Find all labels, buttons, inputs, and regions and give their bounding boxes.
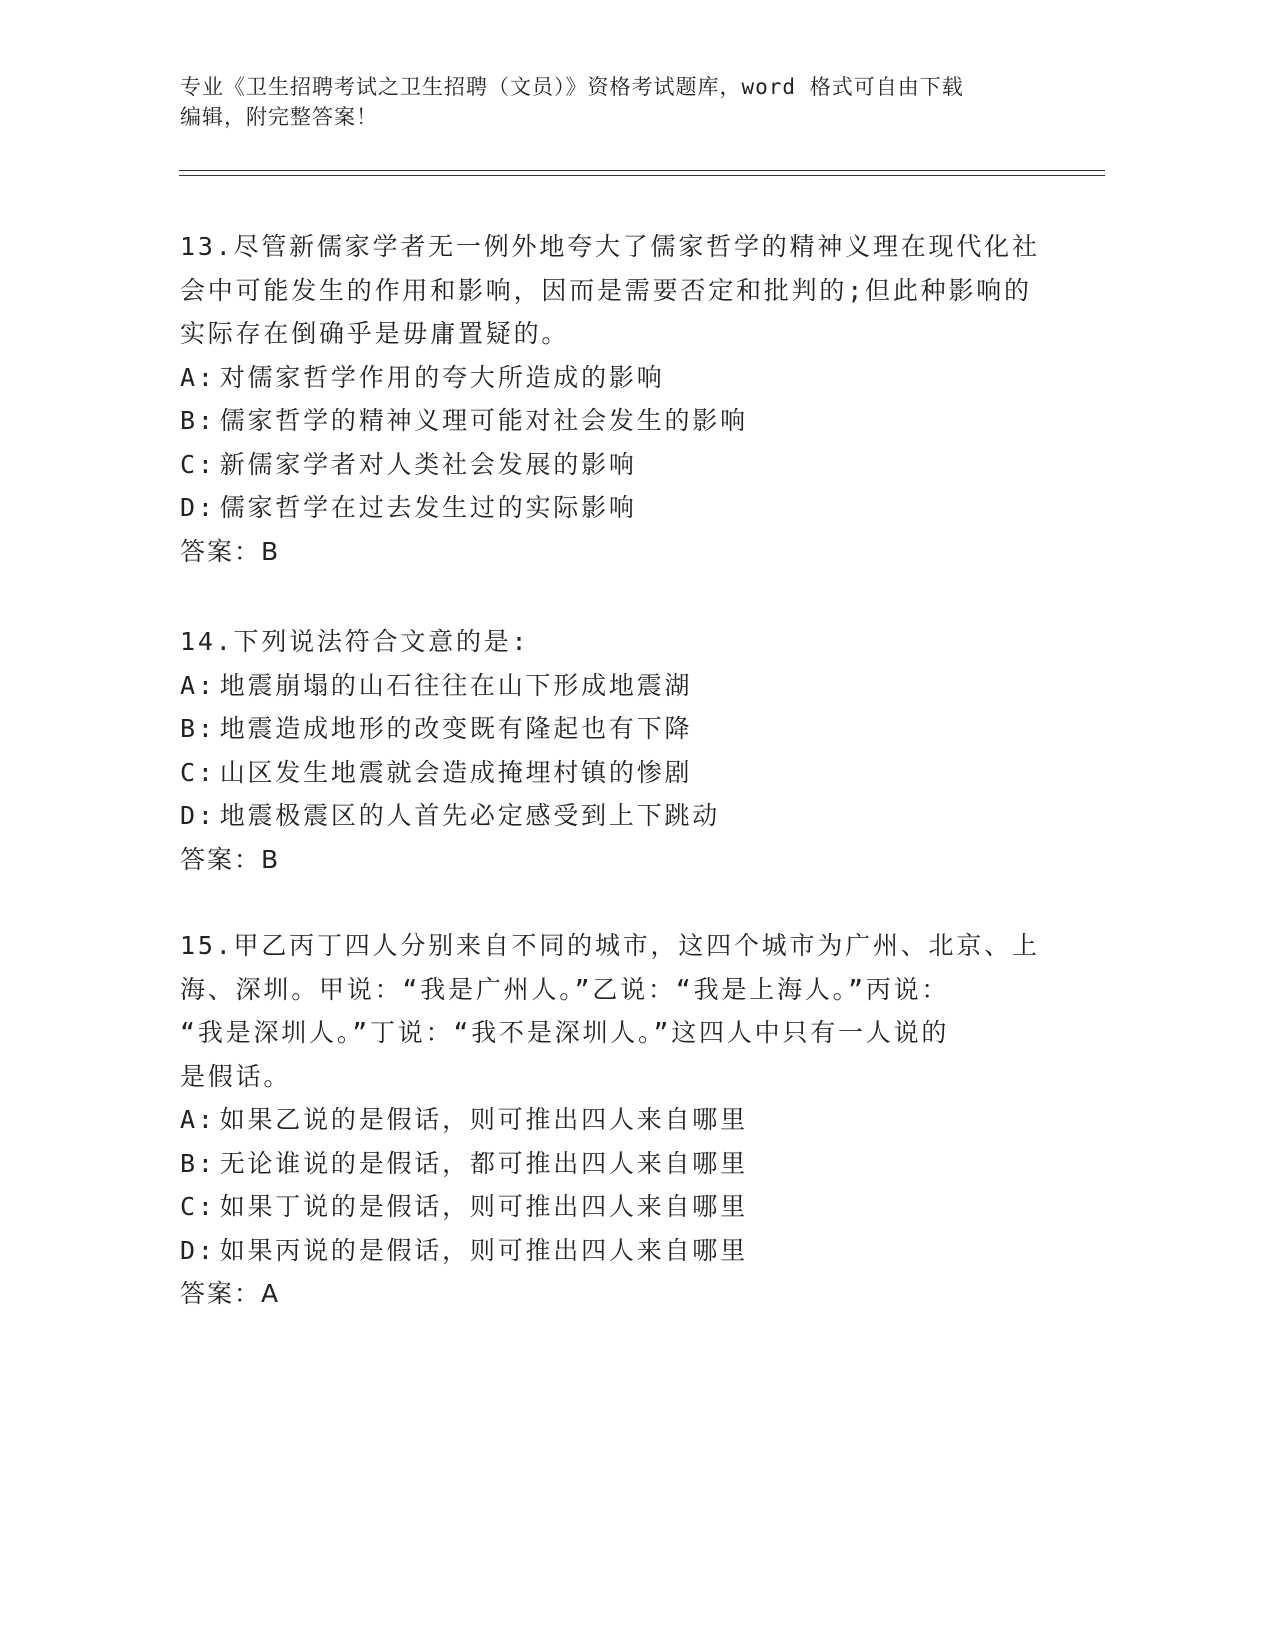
option-key: A: [180,1105,216,1134]
document-header [180,72,1080,132]
option-text: 新儒家学者对人类社会发展的影响 [219,449,637,479]
option-key: C: [180,757,216,787]
option-a [180,664,1080,708]
option-d [180,1229,1080,1273]
option-key: B: [180,406,216,435]
option-b [180,399,1080,443]
header-line-2: 编辑，附完整答案！ [180,105,378,129]
option-list [180,1098,1080,1272]
stem-line: 13.尽管新儒家学者无一例外地夸大了儒家哲学的精神义理在现代化社 [180,232,1040,261]
option-d [180,794,1080,838]
option-text: 儒家哲学在过去发生过的实际影响 [219,493,637,522]
option-text: 山区发生地震就会造成掩埋村镇的惨剧 [219,757,693,787]
option-text: 如果丙说的是假话，则可推出四人来自哪里 [219,1235,748,1265]
option-text: 儒家哲学的精神义理可能对社会发生的影响 [219,406,748,435]
answer-line: 答案：B [180,844,281,874]
option-key: B: [180,714,216,743]
stem-line: 是假话。 [180,1061,292,1091]
answer-line: 答案：B [180,536,281,566]
option-text: 对儒家哲学作用的夸大所造成的影响 [219,362,665,392]
option-key: C: [180,1192,216,1221]
option-key: C: [180,449,216,479]
option-text: 地震崩塌的山石往往在山下形成地震湖 [219,670,693,700]
question-stem [180,620,1080,664]
option-text: 如果丁说的是假话，则可推出四人来自哪里 [219,1192,748,1221]
question-stem [180,924,1080,1098]
option-text: 如果乙说的是假话，则可推出四人来自哪里 [219,1105,748,1134]
option-c [180,751,1080,795]
header-divider-top [179,170,1105,171]
header-line-1: 专业《卫生招聘考试之卫生招聘（文员）》资格考试题库，word 格式可自由下载 [180,75,964,99]
stem-line: 15.甲乙丙丁四人分别来自不同的城市，这四个城市为广州、北京、上 [180,931,1040,960]
question-15 [180,924,1080,1316]
stem-line: 海、深圳。甲说：“我是广州人。”乙说：“我是上海人。”丙说： [180,974,950,1004]
option-list [180,664,1080,838]
answer-line: 答案：A [180,1279,281,1308]
header-divider-bottom [179,175,1105,176]
option-key: A: [180,670,216,700]
stem-line: 会中可能发生的作用和影响，因而是需要否定和批判的;但此种影响的 [180,275,1032,305]
option-key: D: [180,801,216,830]
stem-line: 14.下列说法符合文意的是: [180,627,530,656]
option-b [180,707,1080,751]
option-key: A: [180,362,216,392]
question-13 [180,225,1080,573]
option-key: B: [180,1148,216,1178]
option-c [180,443,1080,487]
option-key: D: [180,1235,216,1265]
option-text: 无论谁说的是假话，都可推出四人来自哪里 [219,1148,748,1178]
option-list [180,356,1080,530]
question-14 [180,620,1080,881]
option-text: 地震极震区的人首先必定感受到上下跳动 [219,801,721,830]
option-a [180,356,1080,400]
option-key: D: [180,493,216,522]
option-a [180,1098,1080,1142]
option-b [180,1142,1080,1186]
stem-line: “我是深圳人。”丁说：“我不是深圳人。”这四人中只有一人说的 [180,1018,950,1047]
question-stem [180,225,1080,356]
option-text: 地震造成地形的改变既有隆起也有下降 [219,714,693,743]
option-d [180,486,1080,530]
option-c [180,1185,1080,1229]
stem-line: 实际存在倒确乎是毋庸置疑的。 [180,319,570,348]
